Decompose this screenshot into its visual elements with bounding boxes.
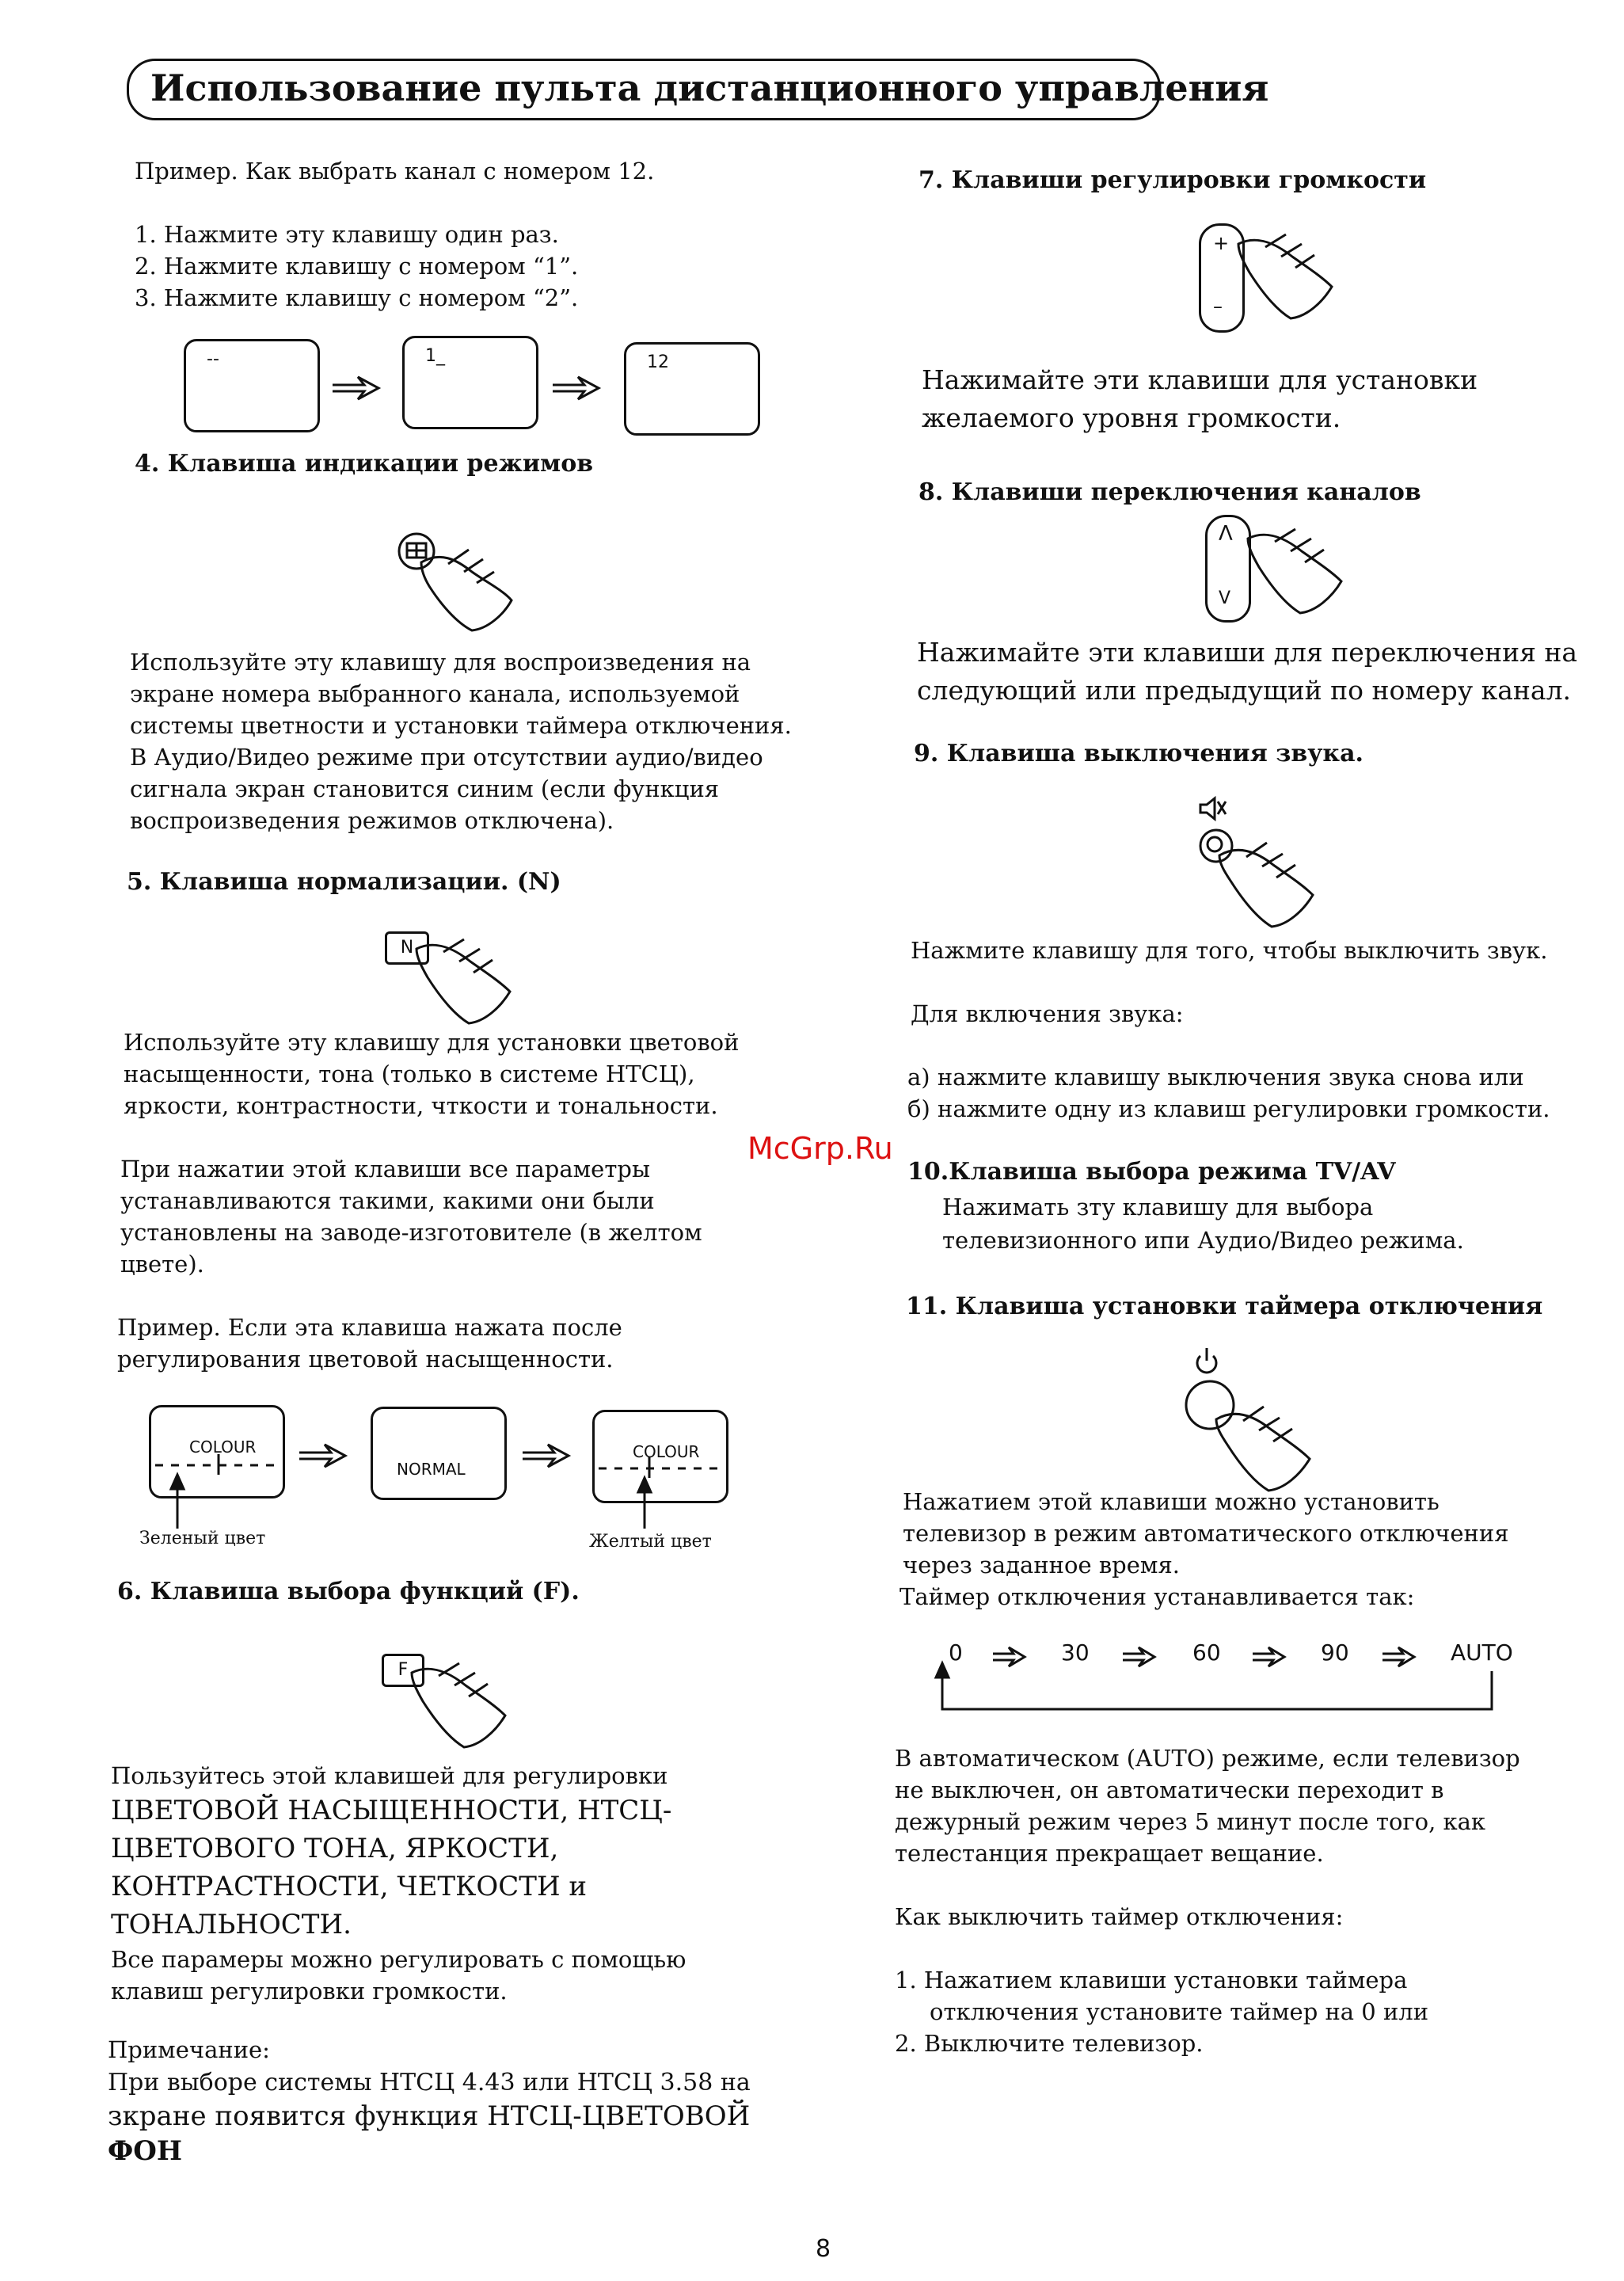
section-5-heading: 5. Клавиша нормализации. (N) <box>127 868 561 896</box>
page-number: 8 <box>816 2235 831 2263</box>
hand-press-icon <box>1234 238 1360 333</box>
arrow-right-icon <box>299 1445 345 1467</box>
section-5-text: насыщенности, тона (только в системе НТСЦ), <box>124 1061 695 1087</box>
normal-screen: NORMAL <box>371 1407 507 1500</box>
mute-key-hand-icon <box>1197 824 1340 935</box>
timer-value: 90 <box>1321 1639 1349 1666</box>
note-text: При выборе системы НТСЦ 4.43 или НТСЦ 3.58 на <box>108 2069 751 2096</box>
section-5-text: Используйте эту клавишу для установки цветовой <box>124 1029 740 1056</box>
intro-example: Пример. Как выбрать канал с номером 12. <box>135 158 655 185</box>
timer-value: AUTO <box>1451 1639 1513 1666</box>
section-6-text: Все парамеры можно регулировать с помощью <box>111 1946 686 1973</box>
section-4-text: Используйте эту клавишу для воспроизведения на <box>130 649 751 676</box>
section-11-auto: В автоматическом (AUTO) режиме, если телевизор <box>895 1745 1520 1772</box>
hand-press-icon <box>1243 532 1370 627</box>
section-5-text: яркости, контрастности, чткости и тональности. <box>124 1092 718 1119</box>
caption-yellow: Желтый цвет <box>589 1532 712 1552</box>
section-6-text: клавиш регулировки громкости. <box>111 1978 508 2005</box>
section-4-text: системы цветности и установки таймера отключения. <box>130 712 792 739</box>
channel-up: Λ <box>1219 522 1233 546</box>
timer-value: 0 <box>949 1639 963 1666</box>
section-11-auto: телестанция прекращает вещание. <box>895 1840 1324 1867</box>
section-9-text: Для включения звука: <box>911 1000 1184 1027</box>
colour-screen-before: COLOUR <box>149 1405 285 1498</box>
page-title: Использование пульта дистанционного управления <box>150 67 1269 109</box>
timer-key-hand-icon <box>1183 1378 1341 1497</box>
arrow-right-icon <box>1123 1647 1154 1666</box>
timer-value: 60 <box>1192 1639 1221 1666</box>
section-5-text: При нажатии этой клавиши все параметры <box>120 1156 651 1182</box>
section-5-text: регулирования цветовой насыщенности. <box>117 1346 614 1373</box>
note-text: зкране появится функция НТСЦ-ЦВЕТОВОЙ <box>108 2100 751 2132</box>
section-11-text: Нажатием этой клавиши можно установить <box>903 1488 1440 1515</box>
intro-step: 1. Нажмите эту клавишу один раз. <box>135 221 559 248</box>
section-4-text: сигнала экран становится синим (если функция <box>130 775 720 802</box>
arrow-right-icon <box>333 377 378 399</box>
section-5-text: установлены на заводе-изготовителе (в желтом <box>120 1219 702 1246</box>
section-6-caps: ЦВЕТОВОГО ТОНА, ЯРКОСТИ, <box>111 1833 559 1864</box>
section-6-heading: 6. Клавиша выбора функций (F). <box>117 1578 580 1605</box>
section-5-text: цвете). <box>120 1251 204 1278</box>
note-label: Примечание: <box>108 2036 270 2063</box>
intro-step: 2. Нажмите клавишу с номером “1”. <box>135 253 579 280</box>
section-4-heading: 4. Клавиша индикации режимов <box>135 450 594 478</box>
section-11-auto: дежурный режим через 5 минут после того, как <box>895 1808 1486 1835</box>
arrow-right-icon <box>993 1647 1025 1666</box>
section-9-item: б) нажмите одну из клавиш регулировки громкости. <box>907 1095 1550 1122</box>
section-10-heading: 10.Клавиша выбора режима TV/AV <box>907 1158 1396 1186</box>
section-11-step: 1. Нажатием клавиши установки таймера <box>895 1967 1408 1993</box>
section-4-text: воспроизведения режимов отключена). <box>130 807 614 834</box>
power-timer-icon <box>1191 1345 1223 1377</box>
arrow-right-icon <box>553 377 599 399</box>
section-11-text: Таймер отключения устанавливается так: <box>899 1583 1415 1610</box>
section-7-text: Нажимайте эти клавиши для установки <box>922 364 1478 395</box>
intro-step: 3. Нажмите клавишу с номером “2”. <box>135 284 579 311</box>
section-8-text: следующий или предыдущий по номеру канал. <box>917 675 1572 706</box>
section-5-text: Пример. Если эта клавиша нажата после <box>117 1314 622 1341</box>
arrow-right-icon <box>1382 1647 1414 1666</box>
section-4-text: экране номера выбранного канала, используемой <box>130 680 740 707</box>
function-key: F <box>382 1654 424 1687</box>
section-8-heading: 8. Клавиши переключения каналов <box>918 478 1421 506</box>
section-11-step: 2. Выключите телевизор. <box>895 2030 1204 2057</box>
hand-press-icon <box>407 1666 534 1761</box>
section-11-text: через заданное время. <box>903 1552 1180 1578</box>
timer-value: 30 <box>1061 1639 1090 1666</box>
section-11-step: отключения установите таймер на 0 или <box>930 1998 1429 2025</box>
section-6-caps: ЦВЕТОВОЙ НАСЫЩЕННОСТИ, НТСЦ- <box>111 1795 672 1826</box>
section-11-text: телевизор в режим автоматического отключения <box>903 1520 1509 1547</box>
mode-key-icon <box>393 527 551 638</box>
section-10-text: Нажимать зту клавишу для выбора <box>942 1194 1374 1220</box>
section-11-auto: не выключен, он автоматически переходит в <box>895 1776 1444 1803</box>
channel-down: V <box>1219 588 1231 608</box>
section-9-heading: 9. Клавиша выключения звука. <box>914 740 1363 767</box>
section-7-text: желаемого уровня громкости. <box>922 402 1341 433</box>
section-9-text: Нажмите клавишу для того, чтобы выключить звук. <box>911 937 1548 964</box>
section-11-how-off: Как выключить таймер отключения: <box>895 1903 1344 1930</box>
section-4-text: В Аудио/Видео режиме при отсутствии аудио/видео <box>130 744 763 771</box>
return-loop <box>942 1668 1492 1709</box>
arrow-right-icon <box>523 1445 569 1467</box>
watermark: McGrp.Ru <box>747 1131 893 1166</box>
section-5-text: устанавливаются такими, какими они были <box>120 1187 655 1214</box>
hand-press-icon <box>412 942 538 1038</box>
normalize-key: N <box>385 931 429 965</box>
colour-screen-after: COLOUR <box>592 1410 728 1503</box>
channel-screen-1: -- <box>184 339 320 432</box>
volume-minus: – <box>1213 295 1223 318</box>
channel-screen-2: 1_ <box>402 336 538 429</box>
note-text: ФОН <box>108 2135 182 2167</box>
section-9-item: а) нажмите клавишу выключения звука снова или <box>907 1064 1524 1091</box>
section-6-caps: КОНТРАСТНОСТИ, ЧЕТКОСТИ и <box>111 1871 588 1902</box>
arrow-right-icon <box>1253 1647 1284 1666</box>
section-8-text: Нажимайте эти клавиши для переключения на <box>917 637 1578 668</box>
channel-screen-3: 12 <box>624 342 760 436</box>
caption-green: Зеленый цвет <box>139 1529 266 1548</box>
section-10-text: телевизионного ипи Аудио/Видео режима. <box>942 1227 1464 1254</box>
section-11-heading: 11. Клавиша установки таймера отключения <box>906 1293 1543 1320</box>
section-6-text: Пользуйтесь этой клавишей для регулировки <box>111 1762 668 1789</box>
volume-plus: + <box>1213 232 1230 254</box>
mute-icon <box>1197 795 1229 822</box>
section-7-heading: 7. Клавиши регулировки громкости <box>918 166 1427 194</box>
section-6-caps: ТОНАЛЬНОСТИ. <box>111 1909 352 1940</box>
